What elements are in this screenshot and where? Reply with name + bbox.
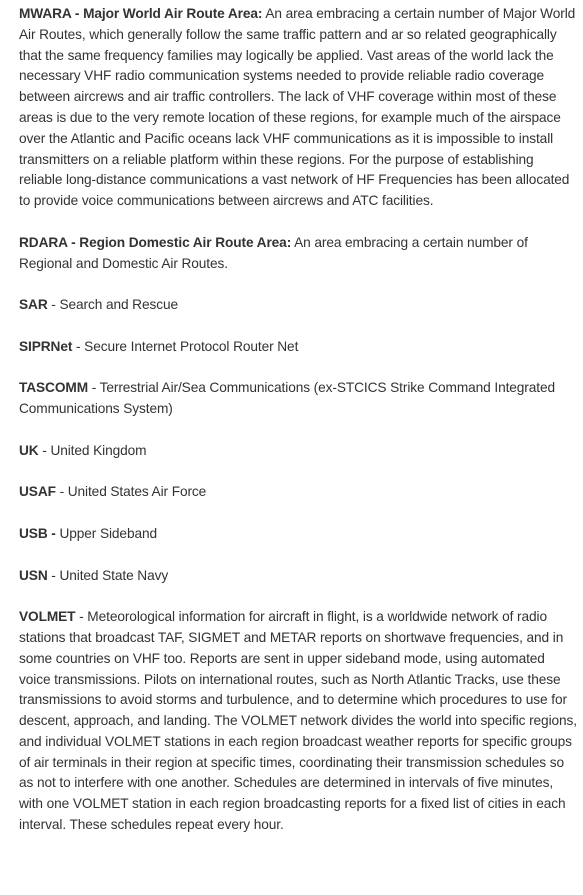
glossary-entry-siprnet [19, 337, 579, 358]
glossary-term: USN [19, 567, 48, 583]
glossary-entry-sar [19, 295, 579, 316]
glossary-entry-tascomm [19, 378, 579, 420]
glossary-definition: - Secure Internet Protocol Router Net [72, 338, 299, 354]
glossary-entry-usn [19, 566, 579, 587]
glossary-term: VOLMET [19, 609, 76, 625]
glossary-entry-rdara [19, 233, 579, 275]
glossary-entry-volmet [19, 607, 579, 836]
glossary-term: USAF [19, 484, 56, 500]
glossary-term: TASCOMM [19, 380, 88, 396]
glossary-definition: - Search and Rescue [47, 297, 178, 313]
glossary-term: USB - [19, 525, 56, 541]
glossary-list [19, 4, 579, 857]
glossary-definition: - Meteorological information for aircraft in flight, is a worldwide network of radio stations that broadcast TAF, SIGMET and METAR reports on shortwave frequencies, and in some countries on VHF too. Reports are sent in upper sideband mode, using automated voice transmissions. Pilots on international routes, such as North Atlantic Tracks, use these transmissions to avoid storms and turbulence, and to determine which procedures to use for descent, approach, and landing. The VOLMET network divides the world into specific regions, and individual VOLMET stations in each region broadcast weather reports for specific groups of air terminals in their region at specific times, coordinating their transmission schedules so as not to interfere with one another. Schedules are determined in intervals of five minutes, with one VOLMET station in each region broadcasting reports for a fixed list of cities in each interval. These schedules repeat every hour. [19, 609, 577, 833]
glossary-term: UK [19, 442, 39, 458]
glossary-definition: An area embracing a certain number of Regional and Domestic Air Routes. [19, 234, 528, 271]
glossary-entry-usaf [19, 482, 579, 503]
glossary-definition: - United State Navy [47, 567, 169, 583]
glossary-entry-usb [19, 524, 579, 545]
glossary-term: SAR [19, 297, 48, 313]
glossary-entry-uk [19, 441, 579, 462]
glossary-definition: An area embracing a certain number of Major World Air Routes, which generally follow the same traffic pattern and ar so related geographically that the same frequency families may logically be applied. Vast areas of the world lack the necessary VHF radio communication systems needed to provide reliable radio coverage between aircrews and air traffic controllers. The lack of VHF coverage within most of these areas is due to the very remote location of these regions, for example much of the airspace over the Atlantic and Pacific oceans lack VHF communications as it is impossible to install transmitters on a reliable platform within these regions. For the purpose of establishing reliable long-distance communications a vast network of HF Frequencies has been allocated to provide voice communications between aircrews and ATC facilities. [19, 6, 576, 209]
glossary-definition: Upper Sideband [55, 525, 157, 541]
glossary-definition: - United States Air Force [55, 484, 207, 500]
glossary-entry-mwara [19, 4, 579, 212]
glossary-term: SIPRNet [19, 338, 73, 354]
glossary-definition: - Terrestrial Air/Sea Communications (ex-STCICS Strike Command Integrated Communications System) [19, 380, 556, 417]
glossary-term: RDARA - Region Domestic Air Route Area: [19, 234, 292, 250]
glossary-term: MWARA - Major World Air Route Area: [19, 6, 263, 21]
glossary-definition: - United Kingdom [38, 442, 147, 458]
